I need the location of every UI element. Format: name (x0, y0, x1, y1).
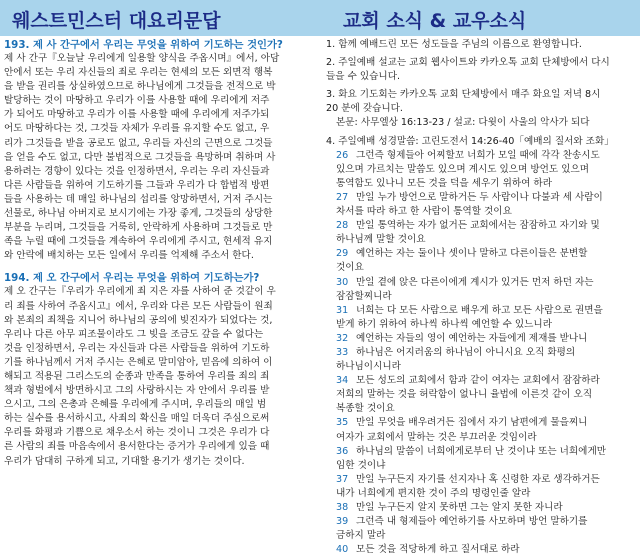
verse-text: 만일 누구든지 알지 못하면 그는 알지 못한 자니라 (356, 502, 563, 513)
verse-text: 너희는 다 모든 사람으로 배우게 하고 모든 사람으로 권면을 받게 하기 위하여 하나씩 하나씩 예언할 수 있느니라 (336, 304, 603, 330)
verse-item (326, 473, 634, 501)
catechism-column (4, 38, 316, 490)
verse-number: 37 (336, 473, 349, 485)
verse-number: 31 (336, 304, 349, 316)
verse-item (326, 304, 634, 332)
verse-item (326, 191, 634, 219)
verse-text: 그런즉 내 형제들아 예언하기를 사모하며 방언 말하기를 금하지 말라 (336, 516, 588, 542)
verse-item (326, 416, 634, 444)
verse-item (326, 219, 634, 247)
header-bar (0, 0, 640, 36)
verse-number: 29 (336, 248, 349, 260)
verse-item (326, 515, 634, 543)
verse-item (326, 276, 634, 304)
question-title: 193. 제 사 간구에서 우리는 무엇을 위하여 기도하는 것인가? (4, 39, 283, 51)
verse-number: 26 (336, 149, 349, 161)
question-193 (4, 38, 316, 263)
catechism-title: 웨스트민스터 대요리문답 (12, 10, 221, 32)
verse-number: 32 (336, 332, 349, 344)
verse-number: 33 (336, 346, 349, 358)
verse-item (326, 149, 634, 191)
verse-text: 모든 것을 적당하게 하고 질서대로 하라 (356, 544, 520, 556)
question-title: 194. 제 오 간구에서 우리는 무엇을 위하여 기도하는가? (4, 272, 260, 285)
verse-number: 36 (336, 445, 349, 457)
verse-number: 39 (336, 516, 349, 528)
verse-text: 그런즉 형제들아 어찌할꼬 너희가 모일 때에 각각 찬송시도 있으며 가르치는 말씀도 있으며 계시도 있으며 방언도 있으며 통역함도 있나니 모든 것을 덕을 세우기 위하여 하라 (336, 149, 600, 189)
question-answer: 제 사 간구『오늘날 우리에게 일용할 양식을 주옵시며』에서, 아담 안에서 또는 우리 자신들의 죄로 우리는 현세의 모든 외면적 행복 을 받을 권리를 상실하였으므로 하나님에게 그것들을 전적으로 박 탈당하는 것이 마땅하고 우리가 이를 사용할 때에 우리에게 저주 가 되어도 마땅하고 우리가 이를 사용할 때에 우리에게 저주가되 어도 마땅하다는 것, 그것들 자체가 우리를 유지할 수도 없고, 우 리가 그것들을 받을 공로도 없고, 우리들 자신의 근면으로 그것들 을 얻을 수도 없고, 다만 불법적으로 그것들을 욕망하며 취하며 사 용하려는 경향이 있다는 것을 인정하면서, 우리는 우리 자신들과 다른 사람들을 위하여 기도하기를 그들과 우리가 다 합법적 방편 들을 사용하는 데 매일 하나님의 섭리를 앙망하면서, 거저 주시는 선물로, 하나님 아버지로 보시기에는 가장 좋게, 그것들의 상당한 부분을 누리며, 그것들을 거룩히, 안락하게 사용하며 그것들로 만 족을 누릴 때에 그것들을 계속하여 우리에게 주시고, 현세적 유지 와 안락에 배치하는 모든 일에서 우리를 억제해 주소서 한다. (4, 53, 280, 262)
verse-item (326, 445, 634, 473)
verse-text: 만일 통역하는 자가 없거든 교회에서는 잠잠하고 자기와 및 하나님께 말할 것이요 (336, 220, 600, 246)
verse-text: 만일 누구든지 자기를 선지자나 혹 신령한 자로 생각하거든 내가 너희에게 편지한 것이 주의 명령인줄 알라 (336, 473, 600, 499)
sermon-info: 본문: 사무엘상 16:13-23 / 설교: 다윗이 사울의 악사가 되다 (336, 117, 590, 129)
verse-text: 만일 누가 방언으로 말하거든 두 사람이나 다불과 세 사람이 차서를 따라 하고 한 사람이 통역할 것이요 (336, 191, 603, 218)
verse-item (326, 332, 634, 346)
verse-item (326, 247, 634, 275)
verse-text: 만일 곁에 앉은 다른이에게 계시가 있거든 먼저 하던 자는 잠잠할찌니라 (336, 276, 594, 302)
verse-text: 예언하는 자들의 영이 예언하는 자들에게 제재를 받나니 (356, 332, 588, 344)
verse-number: 30 (336, 276, 349, 288)
news-title: 교회 소식 & 교우소식 (343, 10, 527, 32)
question-194 (4, 271, 316, 468)
verse-number: 40 (336, 544, 349, 556)
verse-text: 만일 무엇을 배우려거든 집에서 자기 남편에게 물을찌니 여자가 교회에서 말하는 것은 부끄러운 것임이라 (336, 417, 588, 443)
verse-text: 하나님은 어지러움의 하나님이 아니시요 오직 화평의 하나님이시니라 (336, 346, 576, 373)
verse-number: 27 (336, 191, 349, 203)
news-item-4: 4. 주일예배 성경말씀: 고린도전서 14:26-40「예배의 질서와 조화」 (326, 135, 614, 147)
news-item-1: 1. 함께 예배드린 모든 성도들을 주님의 이름으로 환영합니다. (326, 39, 582, 50)
verse-item (326, 374, 634, 416)
verse-text: 모든 성도의 교회에서 함과 같이 여자는 교회에서 잠잠하라 저희의 말하는 것을 허락함이 없나니 율법에 이른것 같이 오직 복종할 것이요 (336, 375, 600, 415)
verse-number: 28 (336, 220, 349, 232)
scripture-verses (326, 149, 634, 557)
verse-text: 예언하는 자는 둘이나 셋이나 말하고 다른이들은 분변할 것이요 (336, 248, 588, 274)
verse-number: 34 (336, 375, 349, 387)
news-item-3: 3. 화요 기도회는 카카오톡 교회 단체방에서 매주 화요일 저녁 8시 20 분에 갖습니다. (326, 89, 601, 115)
verse-item (326, 501, 634, 515)
verse-number: 38 (336, 502, 349, 513)
news-column (326, 38, 634, 556)
verse-number: 35 (336, 417, 349, 429)
question-answer: 제 오 간구는『우리가 우리에게 죄 지은 자를 사하여 준 것같이 우 리 죄를 사하여 주옵시고』에서, 우리와 다른 모든 사람들이 원죄 와 본죄의 죄책을 지니어 하나님의 공의에 빚진자가 되었다는 것, 우리나 다른 아무 피조물이라도 그 빚을 조금도 갚을 수 없다는 것을 인정하면서, 우리는 자신들과 다른 사람들을 위하여 기도하 기를 하나님께서 거저 주시는 은혜로 말미암아, 믿음에 의하여 이 해되고 적용된 그리스도의 순종과 만족을 통하여 우리를 죄의 죄 책과 형벌에서 방면하시고 그의 사랑하시는 자 안에서 우리를 받 으시고, 그의 은총과 은혜를 우리에게 주시며, 우리들의 매일 범 하는 실수를 용서하시고, 사죄의 확신을 매일 더욱더 주심으로써 우리를 화평과 기쁨으로 채우소서 하는 것이니 그것은 우리가 다 른 사람의 죄를 마음속에서 용서한다는 증거가 우리에게 있을 때 우리가 담대히 구하게 되고, 기대할 용기가 생기는 것이다. (4, 286, 276, 467)
verse-item (326, 346, 634, 374)
verse-text: 하나님의 말씀이 너희에게로부터 난 것이냐 또는 너희에게만 임한 것이냐 (336, 445, 606, 471)
news-item-2: 2. 주일예배 설교는 교회 웹사이트와 카카오톡 교회 단체방에서 다시 들을 수 있습니다. (326, 57, 610, 83)
verse-item (326, 543, 634, 557)
